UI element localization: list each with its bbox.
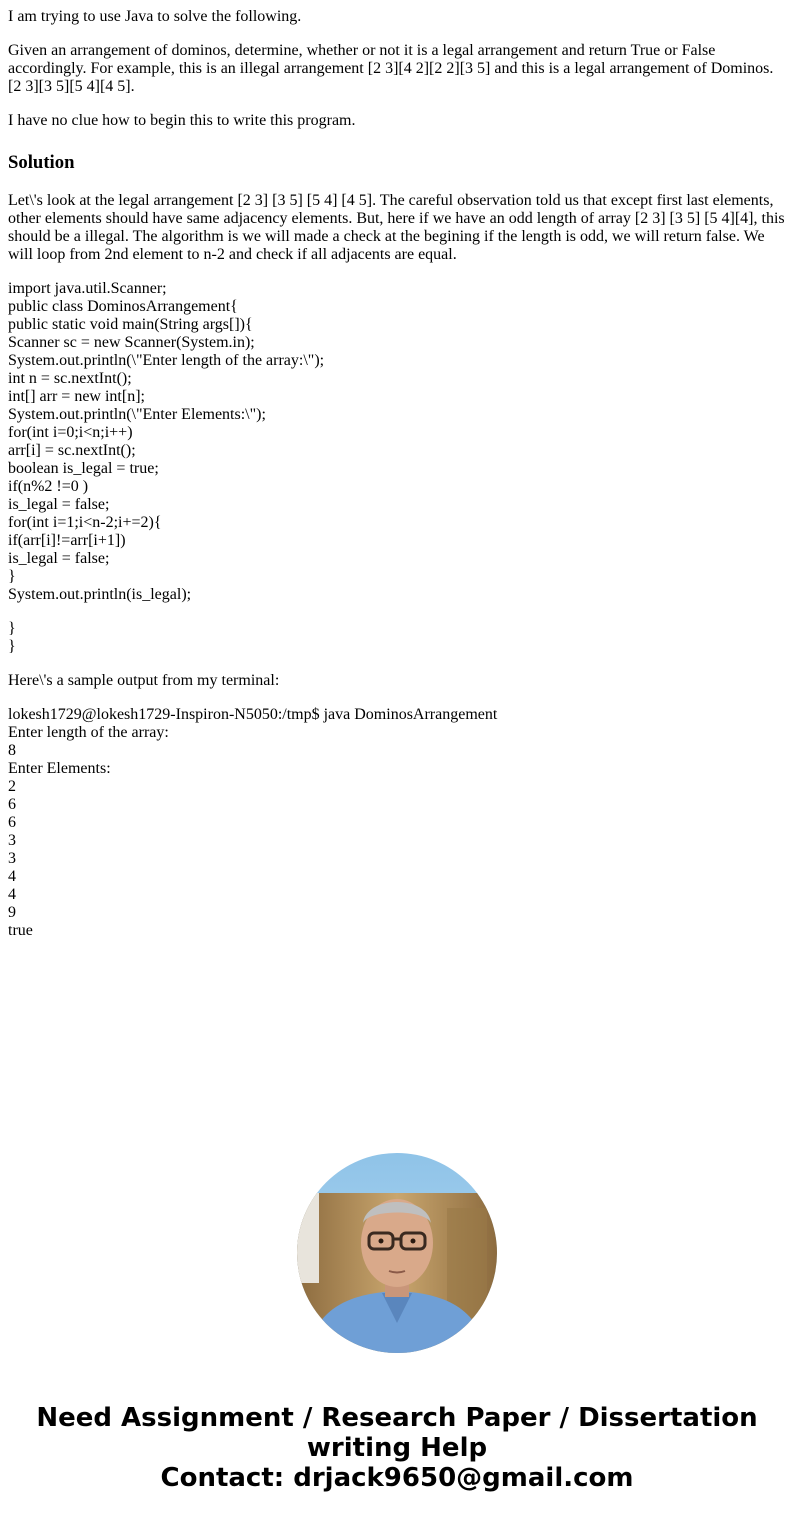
code-line: System.out.println(is_legal); bbox=[8, 586, 192, 603]
footer-line-1: Need Assignment / Research Paper / Dissertation bbox=[36, 1403, 758, 1433]
terminal-line: 9 bbox=[8, 904, 16, 921]
code-line: is_legal = false; bbox=[8, 496, 110, 513]
question-problem: Given an arrangement of dominos, determine, whether or not it is a legal arrangement and return True or False accordingly. For example, this is an illegal arrangement [2 3][4 2][2 2][3 5] and this is a legal arrangement of Dominos. [2 3][3 5][5 4][4 5]. bbox=[8, 42, 774, 95]
output-intro: Here\'s a sample output from my terminal: bbox=[8, 672, 280, 689]
code-line: public static void main(String args[]){ bbox=[8, 316, 253, 333]
code-line: int n = sc.nextInt(); bbox=[8, 370, 132, 387]
avatar-eye-right bbox=[411, 1239, 416, 1244]
code-line: int[] arr = new int[n]; bbox=[8, 388, 145, 405]
terminal-line: 6 bbox=[8, 814, 16, 831]
code-line: } bbox=[8, 638, 16, 655]
code-line: boolean is_legal = true; bbox=[8, 460, 159, 477]
code-line: for(int i=0;i<n;i++) bbox=[8, 424, 133, 441]
code-line: import java.util.Scanner; bbox=[8, 280, 167, 297]
code-line: System.out.println(\"Enter Elements:\"); bbox=[8, 406, 266, 423]
terminal-line: 3 bbox=[8, 850, 16, 867]
code-line: Scanner sc = new Scanner(System.in); bbox=[8, 334, 255, 351]
avatar-eye-left bbox=[379, 1239, 384, 1244]
avatar-portrait bbox=[297, 1153, 497, 1353]
solution-heading: Solution bbox=[8, 152, 75, 173]
terminal-line: 3 bbox=[8, 832, 16, 849]
terminal-output bbox=[8, 706, 786, 940]
document-body bbox=[8, 8, 786, 956]
terminal-line: 4 bbox=[8, 886, 16, 903]
author-avatar bbox=[297, 1153, 497, 1353]
terminal-line: Enter length of the array: bbox=[8, 724, 169, 741]
code-line: is_legal = false; bbox=[8, 550, 110, 567]
code-line: arr[i] = sc.nextInt(); bbox=[8, 442, 136, 459]
code-block-end bbox=[8, 620, 786, 656]
avatar-door bbox=[297, 1193, 319, 1283]
code-line: for(int i=1;i<n-2;i+=2){ bbox=[8, 514, 162, 531]
terminal-line: Enter Elements: bbox=[8, 760, 111, 777]
code-block-main bbox=[8, 280, 786, 604]
terminal-line: true bbox=[8, 922, 33, 939]
code-line: } bbox=[8, 568, 16, 585]
terminal-line: 4 bbox=[8, 868, 16, 885]
code-line: if(arr[i]!=arr[i+1]) bbox=[8, 532, 126, 549]
avatar-carving bbox=[447, 1208, 487, 1318]
question-intro: I am trying to use Java to solve the following. bbox=[8, 8, 302, 25]
solution-explanation: Let\'s look at the legal arrangement [2 3] [3 5] [5 4] [4 5]. The careful observation told us that except first last elements, other elements should have same adjacency elements. But, here if we have an odd length of array [2 3] [3 5] [5 4][4], this should be a illegal. The algorithm is we will made a check at the begining if the length is odd, we will return false. We will loop from 2nd element to n-2 and check if all adjacents are equal. bbox=[8, 192, 785, 263]
footer-line-2: writing Help bbox=[306, 1433, 488, 1463]
footer-banner bbox=[0, 1403, 794, 1493]
footer-contact: Contact: drjack9650@gmail.com bbox=[160, 1463, 634, 1493]
terminal-line: lokesh1729@lokesh1729-Inspiron-N5050:/tmp$ java DominosArrangement bbox=[8, 706, 498, 723]
terminal-line: 6 bbox=[8, 796, 16, 813]
code-line: } bbox=[8, 620, 16, 637]
code-line: System.out.println(\"Enter length of the array:\"); bbox=[8, 352, 325, 369]
terminal-line: 8 bbox=[8, 742, 16, 759]
code-line: public class DominosArrangement{ bbox=[8, 298, 238, 315]
terminal-line: 2 bbox=[8, 778, 16, 795]
question-note: I have no clue how to begin this to write this program. bbox=[8, 112, 356, 129]
code-line: if(n%2 !=0 ) bbox=[8, 478, 89, 495]
